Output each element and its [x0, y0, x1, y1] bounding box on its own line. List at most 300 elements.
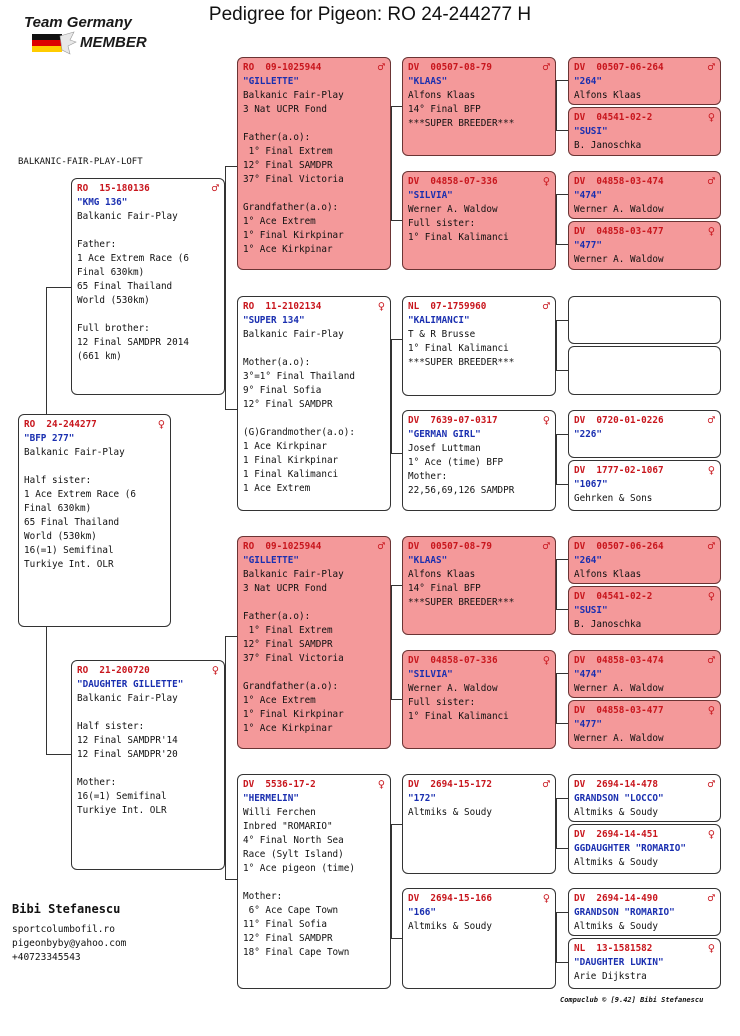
female-symbol-icon: ♀	[542, 891, 550, 905]
pigeon-name: "474"	[574, 190, 602, 201]
pigeon-info-line: Father(a.o):	[243, 132, 311, 143]
pigeon-info-line: 1° Final Kalimanci	[408, 711, 509, 722]
connector-line	[556, 194, 568, 195]
pigeon-card-sss[interactable]	[402, 57, 556, 156]
ring-number-text: DV 04858-03-474	[574, 655, 664, 666]
pigeon-info-line: Half sister:	[77, 721, 145, 732]
connector-line	[391, 699, 402, 700]
ring-number	[408, 414, 550, 428]
ring-number-text: DV 00507-08-79	[408, 541, 492, 552]
pigeon-name: "172"	[408, 793, 436, 804]
connector-line	[556, 484, 568, 485]
connector-line	[556, 80, 568, 81]
pigeon-card-dsd[interactable]	[402, 650, 556, 749]
pigeon-info-line: 12° Final SAMDPR	[243, 639, 333, 650]
pigeon-name: "KMG 136"	[77, 197, 128, 208]
pigeon-info-line: 3 Nat UCPR Fond	[243, 583, 327, 594]
pigeon-name: "477"	[574, 719, 602, 730]
pigeon-name: "GERMAN GIRL"	[408, 429, 481, 440]
connector-line	[556, 912, 557, 962]
connector-line	[556, 798, 557, 848]
pigeon-info-line: World (530km)	[24, 531, 97, 542]
pigeon-info-line: Final 630km)	[24, 503, 92, 514]
ring-number	[408, 654, 550, 668]
pigeon-card-g16[interactable]	[568, 938, 721, 989]
pigeon-card-sdd[interactable]	[402, 410, 556, 511]
connector-line	[225, 409, 237, 410]
pigeon-info-line: 1 Ace Extrem Race (6	[77, 253, 189, 264]
member-label: MEMBER	[80, 34, 147, 51]
connector-line	[225, 166, 226, 409]
connector-line	[556, 848, 568, 849]
pigeon-name: "264"	[574, 555, 602, 566]
pigeon-card-g3[interactable]	[568, 171, 721, 219]
pigeon-card-dam-dam[interactable]	[237, 774, 391, 989]
pigeon-info-line: 12 Final SAMDPR'20	[77, 749, 178, 760]
pigeon-info-line: Grandfather(a.o):	[243, 681, 339, 692]
female-symbol-icon: ♀	[542, 174, 550, 188]
connector-line	[556, 962, 568, 963]
connector-line	[556, 320, 557, 370]
pigeon-info-line: Werner A. Waldow	[408, 683, 498, 694]
ring-number-text: RO 09-1025944	[243, 62, 322, 73]
pigeon-info-line: Father(a.o):	[243, 611, 311, 622]
pigeon-info-line: Inbred "ROMARIO"	[243, 821, 333, 832]
connector-line	[391, 106, 402, 107]
male-symbol-icon: ♂	[707, 653, 715, 667]
pigeon-info-line: Josef Luttman	[408, 443, 481, 454]
ring-number-text: DV 04541-02-2	[574, 591, 653, 602]
pigeon-name: "HERMELIN"	[243, 793, 299, 804]
pigeon-card-dam[interactable]	[71, 660, 225, 870]
male-symbol-icon: ♂	[377, 60, 385, 74]
pigeon-info-line: Alfons Klaas	[574, 90, 642, 101]
pigeon-info-line	[77, 224, 219, 238]
pigeon-info-line: 1 Final Kirkpinar	[243, 455, 339, 466]
pigeon-info-line: 1° Ace pigeon (time)	[243, 863, 355, 874]
connector-line	[391, 339, 392, 453]
germany-flag-eagle-icon	[30, 30, 78, 56]
pigeon-info-line: ***SUPER BREEDER***	[408, 118, 515, 129]
connector-line	[556, 320, 568, 321]
pigeon-info-line: 12 Final SAMDPR'14	[77, 735, 178, 746]
pigeon-info-line	[243, 412, 385, 426]
pigeon-info-line: 12° Final SAMDPR	[243, 933, 333, 944]
male-symbol-icon: ♂	[377, 539, 385, 553]
connector-line	[225, 879, 237, 880]
pigeon-info-line: 1° Final Kirkpinar	[243, 230, 344, 241]
pigeon-info-line: Altmiks & Soudy	[408, 921, 492, 932]
pigeon-card-ssd[interactable]	[402, 171, 556, 270]
pigeon-info-line: Mother:	[77, 777, 117, 788]
pigeon-info-line: ***SUPER BREEDER***	[408, 597, 515, 608]
ring-number-text: DV 0720-01-0226	[574, 415, 664, 426]
pigeon-card-g10[interactable]	[568, 586, 721, 635]
ring-number-text: DV 04858-03-477	[574, 226, 664, 237]
female-symbol-icon: ♀	[707, 224, 715, 238]
pigeon-card-g6-empty[interactable]	[568, 346, 721, 395]
pigeon-info-line: 65 Final Thailand	[77, 281, 173, 292]
pigeon-info-line: 3°=1° Final Thailand	[243, 371, 355, 382]
pigeon-info-line: Alfons Klaas	[574, 569, 642, 580]
pigeon-card-g12[interactable]	[568, 700, 721, 749]
male-symbol-icon: ♂	[211, 181, 219, 195]
pigeon-name: "GILLETTE"	[243, 76, 299, 87]
pigeon-info-line: (661 km)	[77, 351, 122, 362]
ring-number	[574, 892, 715, 906]
pigeon-name: "KLAAS"	[408, 76, 448, 87]
pigeon-info-line	[243, 117, 385, 131]
ring-number-text: DV 04541-02-2	[574, 112, 653, 123]
pigeon-card-g13[interactable]	[568, 774, 721, 822]
ring-number-text: DV 04858-03-477	[574, 705, 664, 716]
owner-website[interactable]: sportcolumbofil.ro	[12, 924, 115, 935]
pigeon-info-line: 16(=1) Semifinal	[24, 545, 114, 556]
pigeon-info-line: 12° Final SAMDPR	[243, 160, 333, 171]
pigeon-name: "477"	[574, 240, 602, 251]
pigeon-info-line: B. Janoschka	[574, 140, 642, 151]
ring-number-text: RO 09-1025944	[243, 541, 322, 552]
connector-line	[391, 453, 402, 454]
connector-line	[556, 244, 568, 245]
pigeon-info-line: 9° Final Sofia	[243, 385, 322, 396]
pigeon-info-line: 16(=1) Semifinal	[77, 791, 167, 802]
pigeon-card-sire[interactable]	[71, 178, 225, 395]
female-symbol-icon: ♀	[542, 413, 550, 427]
pigeon-name: "DAUGHTER GILLETTE"	[77, 679, 184, 690]
pigeon-info-line	[243, 876, 385, 890]
pigeon-info-line: 4° Final North Sea	[243, 835, 344, 846]
connector-line	[556, 609, 568, 610]
pigeon-card-dam-sire[interactable]	[237, 536, 391, 749]
connector-line	[556, 434, 557, 484]
pigeon-info-line	[77, 706, 219, 720]
connector-line	[556, 798, 568, 799]
female-symbol-icon: ♀	[157, 417, 165, 431]
connector-line	[46, 754, 71, 755]
ring-number	[243, 61, 385, 75]
pigeon-info-line	[243, 666, 385, 680]
pigeon-name: "226"	[574, 429, 602, 440]
female-symbol-icon: ♀	[707, 589, 715, 603]
pigeon-info-line: Altmiks & Soudy	[574, 807, 658, 818]
pigeon-name: "SILVIA"	[408, 190, 453, 201]
pigeon-info-line: 37° Final Victoria	[243, 653, 344, 664]
pigeon-name: "474"	[574, 669, 602, 680]
pigeon-info-line: World (530km)	[77, 295, 150, 306]
pigeon-info-line: Willi Ferchen	[243, 807, 316, 818]
pigeon-info-line: 1 Final Kalimanci	[243, 469, 339, 480]
pigeon-name: "DAUGHTER LUKIN"	[574, 957, 664, 968]
pigeon-info-line: Alfons Klaas	[408, 90, 476, 101]
footer-credit: Compuclub © [9.42] Bibi Stefanescu	[560, 996, 704, 1004]
ring-number-text: NL 13-1581582	[574, 943, 653, 954]
pigeon-info-line: Balkanic Fair-Play	[77, 211, 178, 222]
pigeon-info-line: 1° Final Extrem	[243, 625, 333, 636]
connector-line	[556, 559, 557, 609]
owner-phone: +40723345543	[12, 952, 81, 963]
ring-number	[77, 182, 219, 196]
pigeon-info-line: 1 Ace Extrem Race (6	[24, 489, 136, 500]
pigeon-info-line: 6° Ace Cape Town	[243, 905, 339, 916]
pigeon-info-line: Turkiye Int. OLR	[77, 805, 167, 816]
ring-number	[408, 300, 550, 314]
ring-number	[574, 828, 715, 842]
pigeon-info-line: 18° Final Cape Town	[243, 947, 350, 958]
ring-number-text: DV 2694-15-172	[408, 779, 492, 790]
pigeon-info-line: B. Janoschka	[574, 619, 642, 630]
pigeon-info-line: Grandfather(a.o):	[243, 202, 339, 213]
pigeon-info-line: 14° Final BFP	[408, 104, 481, 115]
pigeon-card-g7[interactable]	[568, 410, 721, 458]
pigeon-info-line: 1° Final Kirkpinar	[243, 709, 344, 720]
connector-line	[391, 938, 402, 939]
pigeon-card-sire-sire[interactable]	[237, 57, 391, 270]
pigeon-info-line: 65 Final Thailand	[24, 517, 120, 528]
pigeon-info-line: Balkanic Fair-Play	[243, 329, 344, 340]
pigeon-info-line: 37° Final Victoria	[243, 174, 344, 185]
pigeon-info-line: Altmiks & Soudy	[574, 921, 658, 932]
pigeon-info-line: 1° Ace Kirkpinar	[243, 244, 333, 255]
connector-line	[46, 287, 71, 288]
ring-number	[574, 111, 715, 125]
pigeon-card-g4[interactable]	[568, 221, 721, 270]
ring-number	[574, 175, 715, 189]
ring-number	[574, 61, 715, 75]
pigeon-info-line: 1° Final Extrem	[243, 146, 333, 157]
pigeon-info-line: 1° Ace (time) BFP	[408, 457, 504, 468]
pigeon-info-line: Alfons Klaas	[408, 569, 476, 580]
male-symbol-icon: ♂	[707, 891, 715, 905]
connector-line	[556, 130, 568, 131]
ring-number-text: DV 2694-15-166	[408, 893, 492, 904]
ring-number	[408, 778, 550, 792]
pigeon-info-line: 1° Ace Extrem	[243, 216, 316, 227]
pigeon-info-line: Father:	[77, 239, 117, 250]
connector-line	[46, 627, 47, 754]
ring-number	[574, 225, 715, 239]
pigeon-card-g15[interactable]	[568, 888, 721, 936]
connector-line	[556, 370, 568, 371]
ring-number-text: NL 07-1759960	[408, 301, 487, 312]
pigeon-info-line: Race (Sylt Island)	[243, 849, 344, 860]
pigeon-info-line: Balkanic Fair-Play	[243, 90, 344, 101]
pigeon-info-line: 1° Final Kalimanci	[408, 232, 509, 243]
ring-number	[408, 892, 550, 906]
connector-line	[391, 106, 392, 220]
pigeon-card-g5-empty[interactable]	[568, 296, 721, 344]
pigeon-info-line	[243, 596, 385, 610]
pigeon-name: GRANDSON "LOCCO"	[574, 793, 664, 804]
ring-number-text: RO 21-200720	[77, 665, 150, 676]
pigeon-info-line: 3 Nat UCPR Fond	[243, 104, 327, 115]
male-symbol-icon: ♂	[542, 539, 550, 553]
pigeon-name: "SUSI"	[574, 126, 608, 137]
pigeon-card-subject[interactable]	[18, 414, 171, 627]
pigeon-info-line: 1 Ace Extrem	[243, 483, 311, 494]
pigeon-info-line: Werner A. Waldow	[574, 683, 664, 694]
ring-number-text: DV 04858-03-474	[574, 176, 664, 187]
ring-number	[574, 778, 715, 792]
pigeon-card-dds[interactable]	[402, 774, 556, 874]
connector-line	[225, 636, 237, 637]
ring-number	[408, 540, 550, 554]
connector-line	[391, 824, 402, 825]
pigeon-name: "166"	[408, 907, 436, 918]
pigeon-info-line: Full sister:	[408, 218, 476, 229]
pigeon-info-line: Altmiks & Soudy	[408, 807, 492, 818]
pigeon-card-g11[interactable]	[568, 650, 721, 698]
pigeon-info-line: 22,56,69,126 SAMDPR	[408, 485, 515, 496]
male-symbol-icon: ♂	[707, 539, 715, 553]
pigeon-info-line: 12 Final SAMDPR 2014	[77, 337, 189, 348]
ring-number	[574, 704, 715, 718]
ring-number-text: DV 04858-07-336	[408, 655, 498, 666]
connector-line	[391, 824, 392, 938]
pigeon-info-line: T & R Brusse	[408, 329, 476, 340]
ring-number-text: DV 5536-17-2	[243, 779, 316, 790]
pigeon-name: "KALIMANCI"	[408, 315, 470, 326]
pigeon-info-line: 1° Ace Kirkpinar	[243, 723, 333, 734]
female-symbol-icon: ♀	[707, 941, 715, 955]
female-symbol-icon: ♀	[211, 663, 219, 677]
pigeon-card-ddd[interactable]	[402, 888, 556, 989]
pigeon-info-line: 12° Final SAMDPR	[243, 399, 333, 410]
pigeon-info-line: Mother:	[243, 891, 283, 902]
male-symbol-icon: ♂	[542, 299, 550, 313]
pigeon-info-line: Gehrken & Sons	[574, 493, 653, 504]
ring-number	[574, 590, 715, 604]
pigeon-info-line: Balkanic Fair-Play	[24, 447, 125, 458]
connector-line	[225, 166, 237, 167]
ring-number	[574, 540, 715, 554]
pigeon-info-line: Balkanic Fair-Play	[77, 693, 178, 704]
ring-number	[574, 654, 715, 668]
ring-number-text: RO 11-2102134	[243, 301, 322, 312]
pigeon-info-line: 11° Final Sofia	[243, 919, 327, 930]
pigeon-info-line	[243, 187, 385, 201]
pigeon-card-sds[interactable]	[402, 296, 556, 396]
connector-line	[556, 673, 568, 674]
page-title: Pedigree for Pigeon: RO 24-244277 H	[208, 4, 532, 25]
ring-number	[408, 175, 550, 189]
pigeon-info-line: Half sister:	[24, 475, 92, 486]
pigeon-info-line: Full sister:	[408, 697, 476, 708]
pigeon-info-line	[77, 308, 219, 322]
ring-number-text: DV 00507-06-264	[574, 62, 664, 73]
connector-line	[556, 559, 568, 560]
pigeon-info-line: Mother(a.o):	[243, 357, 311, 368]
pigeon-card-sire-dam[interactable]	[237, 296, 391, 511]
connector-line	[391, 585, 392, 699]
pigeon-info-line: Werner A. Waldow	[574, 204, 664, 215]
pigeon-name: "SUPER 134"	[243, 315, 305, 326]
ring-number	[24, 418, 165, 432]
team-germany-label: Team Germany	[24, 14, 132, 31]
ring-number	[243, 778, 385, 792]
male-symbol-icon: ♂	[542, 777, 550, 791]
pigeon-info-line	[24, 460, 165, 474]
ring-number	[574, 942, 715, 956]
loft-name: BALKANIC-FAIR-PLAY-LOFT	[18, 157, 143, 167]
connector-line	[556, 434, 568, 435]
ring-number-text: DV 2694-14-478	[574, 779, 658, 790]
pigeon-name: "KLAAS"	[408, 555, 448, 566]
ring-number-text: DV 04858-07-336	[408, 176, 498, 187]
connector-line	[391, 339, 402, 340]
pigeon-card-g2[interactable]	[568, 107, 721, 156]
pigeon-info-line: Arie Dijkstra	[574, 971, 647, 982]
male-symbol-icon: ♂	[707, 777, 715, 791]
ring-number-text: DV 00507-08-79	[408, 62, 492, 73]
pigeon-info-line: Werner A. Waldow	[574, 254, 664, 265]
female-symbol-icon: ♀	[707, 110, 715, 124]
ring-number	[243, 300, 385, 314]
ring-number	[243, 540, 385, 554]
female-symbol-icon: ♀	[707, 463, 715, 477]
ring-number	[574, 414, 715, 428]
pigeon-name: "GILLETTE"	[243, 555, 299, 566]
pigeon-info-line: 14° Final BFP	[408, 583, 481, 594]
pigeon-info-line: Balkanic Fair-Play	[243, 569, 344, 580]
female-symbol-icon: ♀	[377, 299, 385, 313]
pigeon-info-line: Turkiye Int. OLR	[24, 559, 114, 570]
ring-number-text: RO 24-244277	[24, 419, 97, 430]
connector-line	[556, 912, 568, 913]
male-symbol-icon: ♂	[707, 174, 715, 188]
connector-line	[225, 636, 226, 879]
female-symbol-icon: ♀	[542, 653, 550, 667]
pigeon-name: "1067"	[574, 479, 608, 490]
ring-number	[574, 464, 715, 478]
pigeon-card-g14[interactable]	[568, 824, 721, 874]
connector-line	[556, 723, 568, 724]
pigeon-info-line: Full brother:	[77, 323, 150, 334]
connector-line	[556, 673, 557, 723]
pigeon-info-line	[243, 342, 385, 356]
pigeon-name: "BFP 277"	[24, 433, 75, 444]
male-symbol-icon: ♂	[707, 413, 715, 427]
ring-number-text: DV 2694-14-451	[574, 829, 658, 840]
connector-line	[391, 220, 402, 221]
pigeon-card-g8[interactable]	[568, 460, 721, 511]
ring-number-text: DV 1777-02-1067	[574, 465, 664, 476]
owner-email[interactable]: pigeonbyby@yahoo.com	[12, 938, 127, 949]
pigeon-card-g1[interactable]	[568, 57, 721, 105]
connector-line	[391, 585, 402, 586]
pigeon-name: "SILVIA"	[408, 669, 453, 680]
pigeon-info-line: ***SUPER BREEDER***	[408, 357, 515, 368]
connector-line	[46, 287, 47, 414]
ring-number-text: DV 00507-06-264	[574, 541, 664, 552]
pigeon-info-line: Mother:	[408, 471, 448, 482]
male-symbol-icon: ♂	[542, 60, 550, 74]
pigeon-card-g9[interactable]	[568, 536, 721, 584]
pigeon-card-dss[interactable]	[402, 536, 556, 635]
pigeon-info-line: Werner A. Waldow	[408, 204, 498, 215]
pigeon-name: GRANDSON "ROMARIO"	[574, 907, 675, 918]
pigeon-info-line: 1° Final Kalimanci	[408, 343, 509, 354]
pigeon-name: "264"	[574, 76, 602, 87]
female-symbol-icon: ♀	[707, 827, 715, 841]
female-symbol-icon: ♀	[377, 777, 385, 791]
ring-number-text: DV 7639-07-0317	[408, 415, 498, 426]
owner-name: Bibi Stefanescu	[12, 902, 121, 916]
female-symbol-icon: ♀	[707, 703, 715, 717]
ring-number-text: DV 2694-14-490	[574, 893, 658, 904]
pigeon-info-line: Altmiks & Soudy	[574, 857, 658, 868]
ring-number	[77, 664, 219, 678]
